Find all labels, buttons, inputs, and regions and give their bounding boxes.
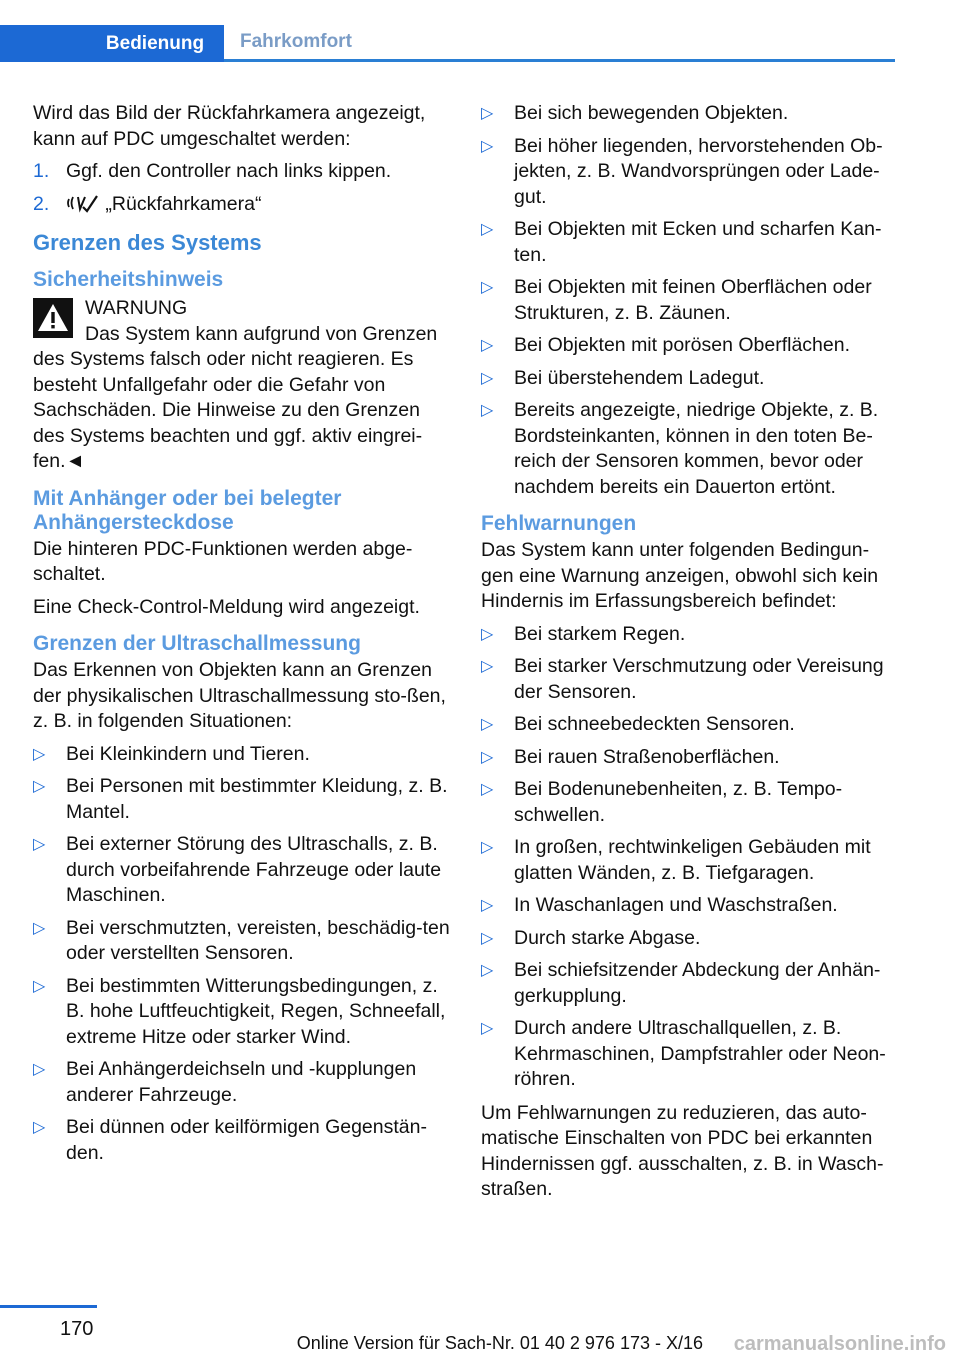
list-item-text: Bei externer Störung des Ultraschalls, z. B. durch vorbeifahrende Fahrzeuge oder laute Maschinen. [66,833,442,906]
ultrasonic-list-continued [481,101,901,500]
steps-list [33,159,453,217]
list-item-text: Bei überstehendem Ladegut. [514,366,765,389]
list-item [481,958,901,1009]
footer-version: Online Version für Sach-Nr. 01 40 2 976 173 - X/16 [296,1333,703,1353]
page-number: 170 [60,1318,94,1340]
list-item-text: Bei starker Verschmutzung oder Vereisung der Sensoren. [514,655,884,703]
bullet-triangle-icon: ▷ [481,105,494,122]
list-item-text: Bei verschmutzten, vereisten, beschädig-ten oder verstellten Sensoren. [66,916,450,964]
warning-triangle-icon [33,298,73,338]
list-item [481,654,901,705]
bullet-triangle-icon: ▷ [481,962,494,979]
list-item [33,742,453,768]
watermark: carmanualsonline.info [733,1333,946,1355]
list-item [33,974,453,1051]
list-item-text: Bei Anhängerdeichseln und -kupplungen anderer Fahrzeuge. [66,1058,417,1106]
heading-safety-note: Sicherheitshinweis [33,268,224,291]
tab-bedienung[interactable] [0,25,224,62]
tab-fahrkomfort[interactable] [240,25,352,59]
list-item-text: Bei schneebedeckten Sensoren. [514,713,795,735]
bullet-triangle-icon: ▷ [481,221,494,238]
right-column [481,101,901,1210]
list-item-text: Bei starkem Regen. [514,622,686,645]
heading-ultrasonic-limits: Grenzen der Ultraschallmessung [33,632,361,655]
false-warnings-intro: Das System kann unter folgenden Bedingun-gen eine Warnung anzeigen, obwohl sich kein Hindernis im Erfassungsbereich befindet: [481,539,879,612]
bullet-triangle-icon: ▷ [33,778,46,795]
list-item-text: In Waschanlagen und Waschstraßen. [514,894,838,916]
list-item [481,893,901,919]
list-item-text: Bei Objekten mit Ecken und scharfen Kan-ten. [514,218,882,266]
list-item [481,622,901,648]
bullet-triangle-icon: ▷ [481,337,494,354]
bullet-triangle-icon: ▷ [481,716,494,733]
bullet-triangle-icon: ▷ [33,1061,46,1078]
step-item [33,159,453,185]
step-item [33,192,453,218]
bullet-triangle-icon: ▷ [33,745,46,763]
list-item [481,366,901,392]
bullet-triangle-icon: ▷ [481,279,494,296]
list-item [481,745,901,771]
bullet-triangle-icon: ▷ [481,402,494,419]
bullet-triangle-icon: ▷ [33,977,46,995]
warning-title: WARNUNG [85,297,188,319]
list-item-text: In großen, rechtwinkeligen Gebäuden mit glatten Wänden, z. B. Tiefgaragen. [514,836,871,884]
bullet-triangle-icon: ▷ [481,897,494,914]
list-item-text: Bei Kleinkindern und Tieren. [66,742,310,765]
ultrasonic-list [33,742,453,1167]
list-item-text: Durch andere Ultraschallquellen, z. B. Kehrmaschinen, Dampfstrahler oder Neon-röhren. [514,1017,886,1090]
list-item [481,835,901,886]
list-item-text: Bei rauen Straßenoberflächen. [514,745,780,768]
intro-paragraph: Wird das Bild der Rückfahrkamera angezeigt, kann auf PDC umgeschaltet werden: [33,102,426,150]
footer-rule [0,1305,97,1308]
false-warnings-list [481,622,901,1093]
list-item [481,134,901,211]
trailer-paragraph-2: Eine Check-Control-Meldung wird angezeigt. [33,595,420,618]
list-item [481,777,901,828]
list-item [481,101,901,127]
list-item-text: Bei Bodenunebenheiten, z. B. Tempo-schwellen. [514,778,843,826]
step-text: „Rückfahrkamera“ [105,192,262,215]
tab-bedienung-label: Bedienung [105,32,205,54]
step-number: 2. [33,192,50,215]
list-item [481,217,901,268]
closing-paragraph: Um Fehlwarnungen zu reduzieren, das auto-matische Einschalten von PDC bei erkannten Hindernissen ggf. ausschalten, z. B. in Wasch-straßen. [481,1101,884,1200]
list-item [481,926,901,952]
bullet-triangle-icon: ▷ [481,1020,494,1037]
list-item [481,712,901,738]
list-item [481,333,901,359]
bullet-triangle-icon: ▷ [481,929,494,947]
bullet-triangle-icon: ▷ [481,137,494,155]
list-item-text: Bei bestimmten Witterungsbedingungen, z. B. hohe Luftfeuchtigkeit, Regen, Schneefall, extreme Hitze oder starker Wind. [66,974,446,1048]
heading-trailer: Mit Anhänger oder bei belegter Anhängersteckdose [33,486,342,534]
pdc-sensor-icon [66,193,100,213]
list-item-text: Bei Personen mit bestimmter Kleidung, z. B. Mantel. [66,775,448,823]
list-item [481,275,901,326]
bullet-triangle-icon: ▷ [481,781,494,798]
bullet-triangle-icon: ▷ [481,839,494,856]
list-item-text: Bei dünnen oder keilförmigen Gegenstän-den. [66,1116,427,1164]
list-item [481,1016,901,1093]
list-item [33,1057,453,1108]
chapter-tabs [0,25,895,62]
ultrasonic-intro: Das Erkennen von Objekten kann an Grenzen der physikalischen Ultraschallmessung sto-ßen, z. B. in folgenden Situationen: [33,659,446,732]
trailer-paragraph-1: Die hinteren PDC-Funktionen werden abge-schaltet. [33,537,413,585]
bullet-triangle-icon: ▷ [33,919,46,937]
bullet-triangle-icon: ▷ [481,625,494,643]
warning-block [33,296,453,475]
left-column [33,101,453,1174]
bullet-triangle-icon: ▷ [481,658,494,675]
list-item [481,398,901,500]
heading-system-limits: Grenzen des Systems [33,230,262,255]
step-number: 1. [33,160,50,182]
list-item-text: Durch starke Abgase. [514,926,701,949]
list-item [33,1115,453,1166]
list-item-text: Bei schiefsitzender Abdeckung der Anhän-gerkupplung. [514,959,881,1007]
list-item-text: Bei Objekten mit feinen Oberflächen oder Strukturen, z. B. Zäunen. [514,276,872,324]
list-item [33,832,453,909]
tab-fahrkomfort-label: Fahrkomfort [240,31,352,52]
list-item-text: Bei höher liegenden, hervorstehenden Ob-jekten, z. B. Wandvorsprüngen oder Lade-gut. [514,134,883,208]
step-text: Ggf. den Controller nach links kippen. [66,160,392,182]
list-item-text: Bereits angezeigte, niedrige Objekte, z. B. Bordsteinkanten, können in den toten Be-reich der Sensoren kommen, bevor oder nachdem bereits ein Dauerton ertönt. [514,399,879,498]
warning-text: Das System kann aufgrund von Grenzen des Systems falsch oder nicht reagieren. Es besteht Unfallgefahr oder die Gefahr von Sachschäden. Die Hinweise zu den Grenzen des Systems beachten und ggf. aktiv eingrei-fen.◄ [33,322,438,472]
list-item-text: Bei sich bewegenden Objekten. [514,102,789,124]
list-item-text: Bei Objekten mit porösen Oberflächen. [514,334,851,356]
bullet-triangle-icon: ▷ [481,369,494,387]
bullet-triangle-icon: ▷ [33,836,46,853]
bullet-triangle-icon: ▷ [33,1119,46,1136]
list-item [33,916,453,967]
list-item [33,774,453,825]
heading-false-warnings: Fehlwarnungen [481,512,637,535]
bullet-triangle-icon: ▷ [481,748,494,766]
